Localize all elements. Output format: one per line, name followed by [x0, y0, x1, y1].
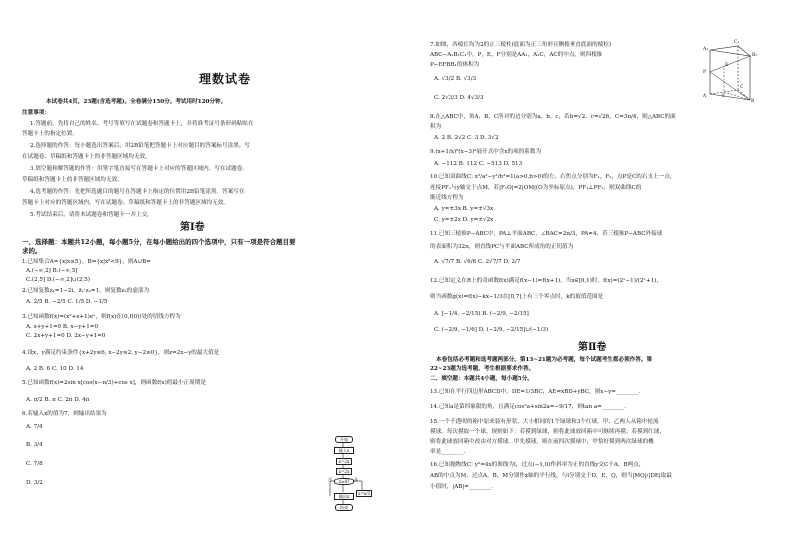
- notice-line: 1.答题前，先将自己的姓名、考号等填写在试题卷和答题卡上，并将准考证号条形码粘贴在: [30, 121, 254, 127]
- notice-line: 答题卡上对应的答题区域内，写在试题卷、草稿纸和答题卡上的非答题区域均无效。: [22, 200, 229, 206]
- flow-end: 结束: [335, 504, 353, 511]
- question-line: 15.一个不透明的箱中原来装有形状、大小相同的1个绿球和3个红球。甲、乙两人从箱中轮流: [430, 419, 659, 425]
- option-line: A. 2 B. 6 C. 10 D. 14: [26, 366, 84, 372]
- option-line: A. x+y+1=0 B. x−y+1=0: [26, 324, 99, 330]
- question-line: 4.设x，y满足约束条件{x+2y≤6, x−2y≤2, y−2≥0}，则z=2x−y的最大值是: [22, 350, 220, 356]
- question-line: 16.已知抛物线C: y²=4x的准线为l，过点(−1,0)作斜率为正的直线y交C于A，B两点，: [430, 462, 645, 468]
- question-line: 则当函数g(x)=f(x)−kx−1/3在[0,7]上有三个零点时，k的取值范围是: [430, 294, 604, 300]
- question-line: 7.如图，各棱长均为2的正三棱柱(底面为正三角形且侧棱垂直底面的棱柱): [430, 42, 612, 48]
- flow-decision: x≥8?: [334, 478, 354, 485]
- fig-label: A: [703, 94, 707, 99]
- question-line: 则将此球放回箱中改由对方摸球。甲先摸球，则在前四次摸球中，甲恰好摸到两次绿球的概: [430, 439, 654, 445]
- exam-intro: 本试卷共4页，23题(含选考题)。全卷满分150分。考试用时120分钟。: [46, 99, 227, 105]
- notice-line: 在试题卷、草稿纸和答题卡上的非答题区域均无效。: [22, 154, 151, 160]
- part2-instruction: 本卷包括必考题和选考题两部分。第13~21题为必考题，每个试题考生都必须作答。第: [436, 357, 653, 363]
- part1-instruction: 一、选择题：本题共12小题，每小题5分，在每小题给出的四个选项中，只有一项是符合题目要: [22, 238, 296, 246]
- prism-figure: [700, 40, 760, 110]
- question-line: 积为: [430, 124, 442, 130]
- notice-line: 3.填空题和解答题的作答：用签字笔直接写在答题卡上对应的答题区域内。写在试题卷、: [30, 166, 248, 172]
- option-line: A. [−1/4, −2/15) B. (−2/9, −2/15]: [434, 311, 529, 317]
- option-line: C. (−2/9, −1/6] D. (−2/9, −2/15]∪(−1/3): [434, 327, 549, 333]
- prism-drawing: [700, 40, 760, 106]
- question-line: ABC−A₁B₁C₁中，P，E，F分别是AA₁，A₁C，AC的中点，则四棱锥: [430, 52, 603, 58]
- question-line: 摸球，每次摸取一个球，规则如下：若摸到绿球，则将此球放回箱中可继续再摸；若摸到红球，: [430, 429, 665, 435]
- question-line: P−EFBB₁的体积为: [430, 62, 480, 68]
- option-line: A. √3/2 B. √3/3: [434, 76, 477, 82]
- option-line: C. 7/8: [26, 461, 43, 467]
- question-line: 连接PF₁与y轴交于点M，若|F₁O|=2|OM|(O为坐标原点)，PF₁⊥PF₂，则双曲线C的: [430, 185, 642, 191]
- part2-title: 第Ⅱ卷: [578, 342, 607, 353]
- question-line: 11.已知三棱锥P−ABC中，PA⊥平面ABC，∠BAC=2π/3，PA=4，若三棱锥P−ABC外接球: [430, 231, 663, 237]
- notice-line: 答题卡上的指定位置。: [22, 131, 78, 137]
- part2-instruction-cont: 22~23题为选考题，考生根据要求作答。: [430, 366, 535, 372]
- question-line: 1.已知集合A={x|x≤5}，B={x|x²<9}，则A∪B=: [22, 259, 151, 265]
- part1-title: 第Ⅰ卷: [180, 222, 205, 233]
- flow-step: x=2x: [336, 458, 352, 465]
- option-line: A. 7/4: [26, 424, 43, 430]
- flow-yes-label: 是: [354, 477, 358, 482]
- notice-line: 2.选择题的作答：每小题选出答案后，用2B铅笔把答题卡上对应题目的答案标号涂黑。写: [30, 143, 250, 149]
- question-line: 率是________.: [430, 449, 466, 455]
- option-line: C.(2,5] D.(−∞,2]∪(2,5): [26, 277, 90, 283]
- flow-start: 开始: [335, 436, 353, 443]
- fig-label: C: [740, 85, 744, 90]
- flow-step: x=x/3: [357, 491, 371, 496]
- option-line: C. 2x+y+1=0 D. 2x−y+1=0: [26, 333, 106, 339]
- option-line: C. y=±2x D. y=±√2x: [434, 217, 494, 223]
- option-line: D. 3/2: [26, 480, 43, 486]
- option-line: A. 2 B. 2√2 C. 3 D. 3√2: [434, 135, 499, 141]
- fig-label: C₁: [734, 40, 740, 45]
- flow-output: 输出x: [334, 493, 354, 500]
- fill-section-title: 二、填空题：本题共4小题，每小题5分。: [430, 376, 533, 382]
- option-line: B. 3/4: [26, 442, 43, 448]
- flow-step: x=2x: [336, 468, 352, 475]
- notice-line: 5.考试结束后，请将本试题卷和答题卡一并上交。: [30, 212, 153, 218]
- question-line: 渐近线方程为: [430, 195, 464, 201]
- notice-line: 草稿纸和答题卡上的非答题区域均无效。: [22, 177, 123, 183]
- option-line: A. π/2 B. π C. 2π D. 4π: [26, 397, 90, 403]
- fig-label: E: [725, 63, 729, 68]
- flow-no-label: 否: [328, 477, 332, 482]
- fig-label: B: [751, 99, 755, 104]
- question-line: 的表面积为32π，则直线PC与平面ABC所成角的正切值为: [430, 244, 574, 250]
- fig-label: F: [722, 94, 726, 99]
- question-line: 9.(x+1/x)⁸(x−3)⁴展开式中含x的项的系数为: [430, 149, 542, 155]
- question-line: 10.已知双曲线C: x²/a²−y²/b²=1(a>0,b>0)的左、右焦点分别为F₁，F₂，点P是C的右支上一点，: [430, 174, 676, 180]
- question-line: 3.已知函数f(x)=(x²+x+1)eˣ，则f(x)在(0,f(0))处的切线方程为: [22, 314, 181, 320]
- option-line: A. y=±3x B. y=±√3x: [434, 206, 494, 212]
- fig-label: B₁: [752, 53, 758, 58]
- page-title: 理数试卷: [198, 72, 251, 86]
- flow-input: 输入x: [334, 447, 354, 454]
- question-line: 8.在△ABC中，角A，B，C所对的边分别为a，b，c，若b=√2，c=√26，C=3π/4，则△ABC的面: [430, 114, 676, 120]
- question-line: 5.已知函数f(x)=2sin x[cos(x−π/3)+cos x]，则函数f(x)的最小正周期是: [22, 380, 206, 386]
- question-line: AB的中点为M，过点A，B，M分别作x轴的平行线，与l分别交于D，E，Q，则当|MQ|/|DE|取最: [430, 473, 672, 479]
- option-line: A. −112 B. 112 C. −513 D. 513: [434, 161, 523, 167]
- question-line: 12.已知定义在R上的奇函数f(x)满足f(x−1)=f(x+1)，当x∈[0,1)时，f(x)=(2ˣ−1)/(2ˣ+1)，: [430, 278, 662, 284]
- option-line: A.(−∞,2] B.(−∞,5]: [26, 268, 78, 274]
- notice-header: 注意事项：: [22, 110, 50, 116]
- option-line: A. √7/7 B. √6/6 C. 2√7/7 D. 2/7: [434, 259, 521, 265]
- option-line: A. 2/5 B. −2/5 C. 1/5 D. −1/5: [26, 299, 108, 305]
- fig-label: A₁: [703, 47, 709, 52]
- part1-instruction-cont: 求的。: [22, 247, 42, 255]
- question-line: 14.已知a是第四象限的角，且满足cos²a+sin2a=−9/17，则tan a=________.: [430, 404, 627, 410]
- question-line: 2.已知复数z₁=1−2i，z̄₁·z₂=1，则复数z₂的虚部为: [22, 288, 150, 294]
- question-line: 小值时，|AB|=________.: [430, 484, 494, 490]
- fig-label: P: [703, 70, 707, 75]
- notice-line: 4.选考题的作答：先把所选题目的题号在答题卡上指定的位置用2B铅笔涂黑。答案写在: [30, 189, 245, 195]
- question-line: 13.已知在平行四边形ABCD中，DE=1/3BC，AE=xBD+yBC，则x−y=________.: [430, 389, 641, 395]
- question-line: 6.若输入x的值为7，则输出结果为: [22, 411, 107, 417]
- option-line: C. 2√3/3 D. 4√3/3: [434, 95, 484, 101]
